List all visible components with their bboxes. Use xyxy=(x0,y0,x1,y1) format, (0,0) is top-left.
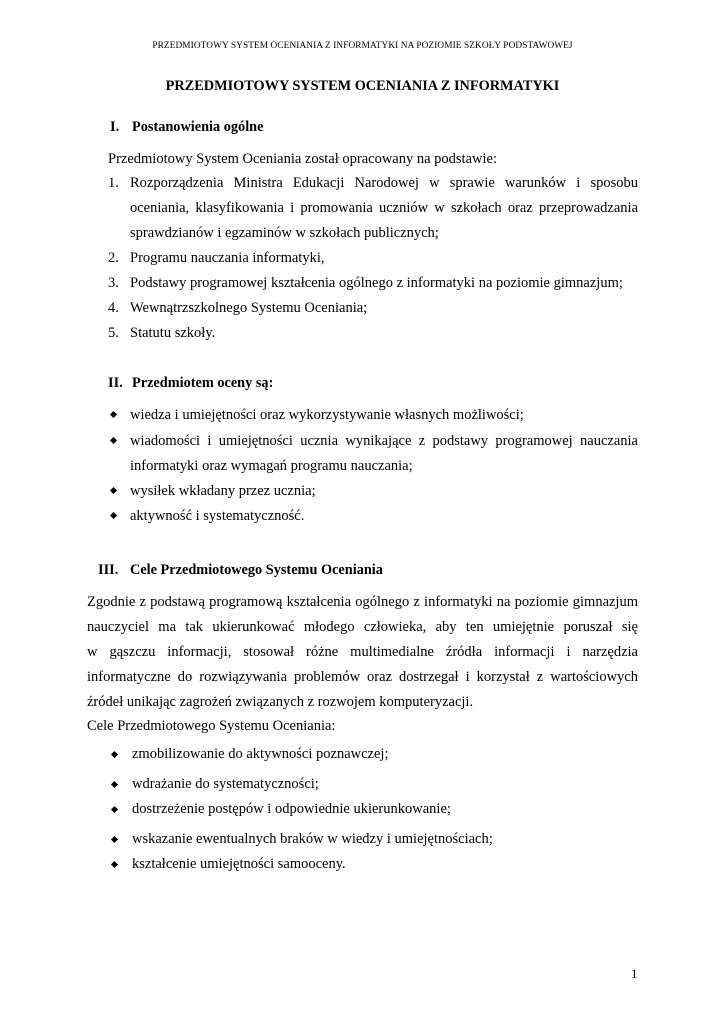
list-item-text: wiedza i umiejętności oraz wykorzystywanie własnych możliwości; xyxy=(130,407,524,423)
paragraph-line: źródeł unikając zagrożeń związanych z rozwojem komputeryzacji. xyxy=(87,694,474,710)
page-number: 1 xyxy=(631,966,638,981)
bullet-icon xyxy=(110,512,117,519)
list-item-text: wysiłek wkładany przez ucznia; xyxy=(130,483,316,499)
section-3-number: III. xyxy=(98,562,119,578)
list-item-text: Programu nauczania informatyki, xyxy=(130,250,325,266)
paragraph-line: w gąszczu informacji, stosował różne multimedialne źródła informacji i narzędzia xyxy=(87,644,638,660)
bullet-icon xyxy=(111,861,118,868)
goal-item: dostrzeżenie postępów i odpowiednie ukierunkowanie; xyxy=(132,801,451,817)
bullet-icon xyxy=(110,437,117,444)
section-1-number: I. xyxy=(110,119,120,135)
section-1-heading xyxy=(110,119,263,136)
section-3-heading xyxy=(98,562,383,579)
list-number: 3. xyxy=(108,275,119,291)
bullet-icon xyxy=(111,806,118,813)
document-title: PRZEDMIOTOWY SYSTEM OCENIANIA Z INFORMATYKI xyxy=(165,78,560,94)
goal-item: wskazanie ewentualnych braków w wiedzy i umiejętnościach; xyxy=(132,831,493,847)
list-item-text: wiadomości i umiejętności ucznia wynikające z podstawy programowej nauczania xyxy=(130,433,638,449)
bullet-icon xyxy=(111,836,118,843)
list-number: 1. xyxy=(108,175,119,191)
bullet-icon xyxy=(111,751,118,758)
running-header: PRZEDMIOTOWY SYSTEM OCENIANIA Z INFORMATYKI NA POZIOMIE SZKOŁY PODSTAWOWEJ xyxy=(152,41,573,51)
bullet-icon xyxy=(111,781,118,788)
list-item-text: aktywność i systematyczność. xyxy=(130,508,305,524)
bullet-icon xyxy=(110,411,117,418)
list-number: 4. xyxy=(108,300,119,316)
section-1-title: Postanowienia ogólne xyxy=(132,119,264,135)
list-item-text: informatyki oraz wymagań programu nauczania; xyxy=(130,458,413,474)
list-item-text: Statutu szkoły. xyxy=(130,325,216,341)
paragraph-line: informatyczne do rozwiązywania problemów oraz dostrzegał i korzystał z wartościowych xyxy=(87,669,638,685)
list-item-text: sprawdzianów i egzaminów w szkołach publicznych; xyxy=(130,225,439,241)
bullet-icon xyxy=(110,487,117,494)
goal-item: wdrażanie do systematyczności; xyxy=(132,776,319,792)
goal-item: zmobilizowanie do aktywności poznawczej; xyxy=(132,746,389,762)
goals-intro: Cele Przedmiotowego Systemu Oceniania: xyxy=(87,718,336,734)
section-2-title: Przedmiotem oceny są: xyxy=(132,375,274,391)
list-item-text: Wewnątrzszkolnego Systemu Oceniania; xyxy=(130,300,368,316)
list-number: 2. xyxy=(108,250,119,266)
list-number: 5. xyxy=(108,325,119,341)
section-2-heading xyxy=(108,375,273,392)
paragraph-line: Zgodnie z podstawą programową kształcenia ogólnego z informatyki na poziomie gimnazjum xyxy=(87,594,638,610)
section-2-number: II. xyxy=(108,375,123,391)
list-item-text: Podstawy programowej kształcenia ogólnego z informatyki na poziomie gimnazjum; xyxy=(130,275,623,291)
list-item-text: oceniania, klasyfikowania i promowania uczniów w szkołach oraz przeprowadzania xyxy=(130,200,638,216)
paragraph-line: nauczyciel ma tak ukierunkować młodego człowieka, aby ten umiejętnie poruszał się xyxy=(87,619,638,635)
section-1-intro: Przedmiotowy System Oceniania został opracowany na podstawie: xyxy=(108,151,497,167)
goal-item: kształcenie umiejętności samooceny. xyxy=(132,856,346,872)
list-item-text: Rozporządzenia Ministra Edukacji Narodowej w sprawie warunków i sposobu xyxy=(130,175,638,191)
section-3-title: Cele Przedmiotowego Systemu Oceniania xyxy=(130,562,383,578)
